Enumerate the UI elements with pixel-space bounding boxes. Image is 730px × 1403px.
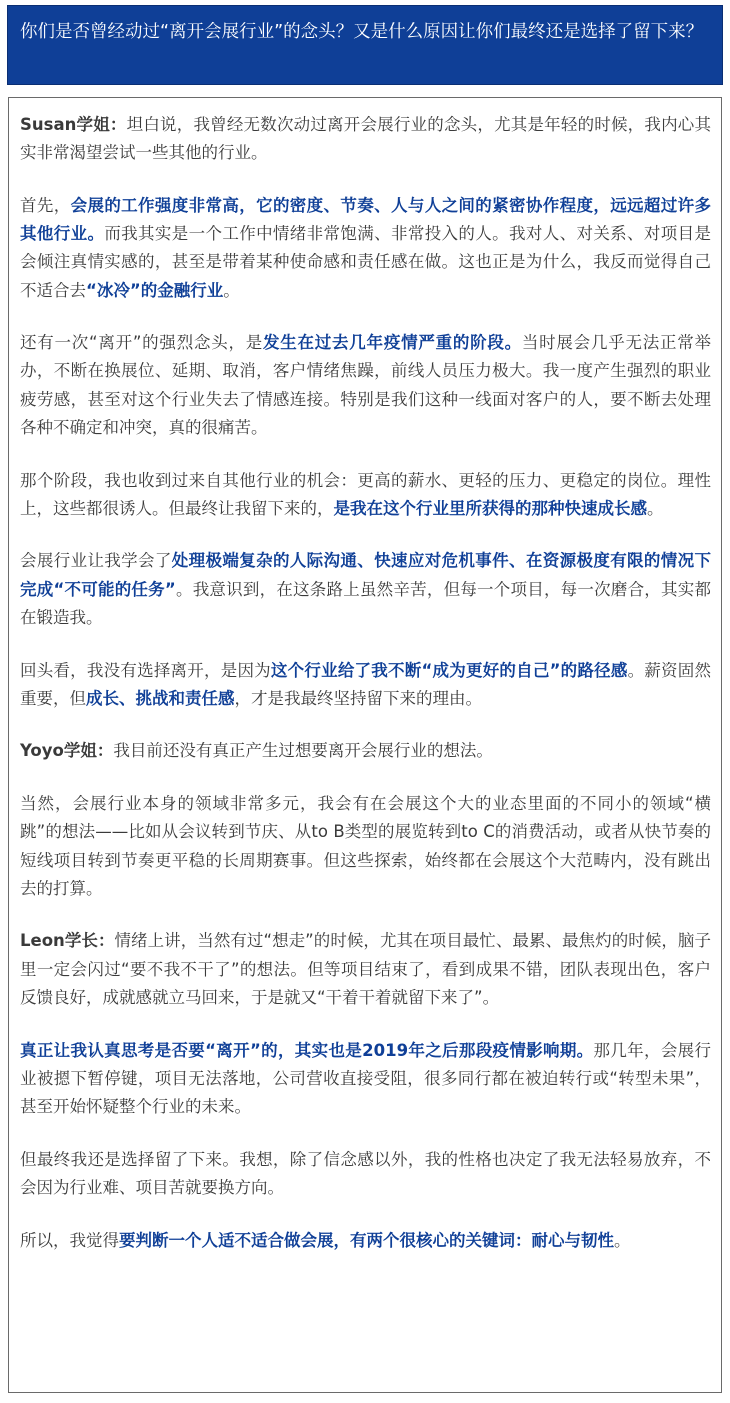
answer-paragraph — [20, 790, 711, 903]
text-segment: 我目前还没有真正产生过想要离开会展行业的想法。 — [113, 741, 493, 761]
highlight-text: 会展的工作强度非常高，它的密度、节奏、人与人之间的紧密协作程度，远远超过许多其他行业。 — [20, 195, 712, 244]
answer-paragraph — [20, 329, 711, 442]
highlight-text: 要判断一个人适不适合做会展，有两个很核心的关键词：耐心与韧性 — [119, 1230, 614, 1250]
text-segment: 那个阶段，我也收到过来自其他行业的机会：更高的薪水、更轻的压力、更稳定的岗位。理性上，这些都很诱人。但最终让我留下来的， — [20, 470, 711, 518]
answer-paragraph — [20, 737, 711, 765]
text-segment: 回头看，我没有选择离开，是因为 — [20, 660, 271, 680]
answer-paragraph — [20, 467, 711, 523]
highlight-text: 成长、挑战和责任感 — [86, 688, 235, 708]
speaker-name: Yoyo学姐： — [20, 741, 114, 761]
answer-paragraph — [20, 1227, 711, 1255]
highlight-text: 这个行业给了我不断“成为更好的自己”的路径感 — [270, 660, 628, 680]
text-segment: 坦白说，我曾经无数次动过离开会展行业的念头，尤其是年轻的时候，我内心其实非常渴望尝试一些其他的行业。 — [20, 115, 711, 163]
text-segment: 还有一次“离开”的强烈念头，是 — [20, 333, 263, 353]
text-segment: 但最终我还是选择留了下来。我想，除了信念感以外，我的性格也决定了我无法轻易放弃，不会因为行业难、项目苦就要换方向。 — [20, 1149, 711, 1197]
answer-paragraph — [20, 1037, 711, 1122]
question-text: 你们是否曾经动过“离开会展行业”的念头？又是什么原因让你们最终还是选择了留下来？ — [20, 22, 704, 42]
highlight-text: “冰冷”的金融行业 — [86, 280, 224, 300]
answer-paragraph — [20, 1146, 711, 1202]
answer-paragraph — [20, 192, 711, 305]
text-segment: ，才是我最终坚持留下来的理由。 — [234, 688, 482, 708]
text-segment: 首先， — [20, 195, 71, 215]
text-segment: 当然，会展行业本身的领域非常多元，我会有在会展这个大的业态里面的不同小的领域“横跳”的想法——比如从会议转到节庆、从to B类型的展览转到to C的消费活动，或者从快节奏的短线项目转到节奏更平稳的长周期赛事。但这些探索，始终都在会展这个大范畴内，没有跳出去的打算。 — [20, 794, 711, 898]
answer-body — [20, 111, 711, 1255]
answer-panel — [8, 97, 722, 1393]
highlight-text: 处理极端复杂的人际沟通、快速应对危机事件、在资源极度有限的情况下完成“不可能的任务” — [20, 551, 712, 599]
speaker-name: Leon学长： — [20, 931, 115, 951]
text-segment: 而我其实是一个工作中情绪非常饱满、非常投入的人。我对人、对关系、对项目是会倾注真情实感的，甚至是带着某种使命感和责任感在做。这也正是为什么，我反而觉得自己不适合去 — [20, 224, 712, 300]
speaker-name: Susan学姐： — [20, 115, 127, 134]
highlight-text: 是我在这个行业里所获得的那种快速成长感 — [333, 498, 647, 518]
highlight-text: 真正让我认真思考是否要“离开”的，其实也是2019年之后那段疫情影响期。 — [20, 1040, 594, 1060]
answer-paragraph — [20, 111, 711, 167]
text-segment: 情绪上讲，当然有过“想走”的时候，尤其在项目最忙、最累、最焦灼的时候，脑子里一定会闪过“要不我不干了”的想法。但等项目结束了，看到成果不错，团队表现出色，客户反馈良好，成就感就立马回来，于是就又“干着干着就留下来了”。 — [20, 931, 711, 1007]
text-segment: 。薪资固然重要，但 — [20, 660, 712, 708]
text-segment: 那几年，会展行业被摁下暂停键，项目无法落地，公司营收直接受阻，很多同行都在被迫转行或“转型未果”，甚至开始怀疑整个行业的未来。 — [20, 1040, 711, 1116]
text-segment: 会展行业让我学会了 — [20, 551, 172, 571]
text-segment: 。 — [647, 498, 664, 518]
answer-paragraph — [20, 927, 711, 1012]
answer-paragraph — [20, 547, 711, 632]
text-segment: 所以，我觉得 — [20, 1230, 119, 1250]
text-segment: 。 — [223, 280, 240, 300]
text-segment: 。我意识到，在这条路上虽然辛苦，但每一个项目，每一次磨合，其实都在锻造我。 — [20, 579, 711, 627]
highlight-text: 发生在过去几年疫情严重的阶段。 — [263, 333, 522, 353]
question-banner — [7, 5, 723, 85]
text-segment: 。 — [614, 1230, 631, 1250]
text-segment: 当时展会几乎无法正常举办，不断在换展位、延期、取消，客户情绪焦躁，前线人员压力极大。我一度产生强烈的职业疲劳感，甚至对这个行业失去了情感连接。特别是我们这种一线面对客户的人，要不断去处理各种不确定和冲突，真的很痛苦。 — [20, 333, 712, 437]
answer-paragraph — [20, 657, 711, 713]
